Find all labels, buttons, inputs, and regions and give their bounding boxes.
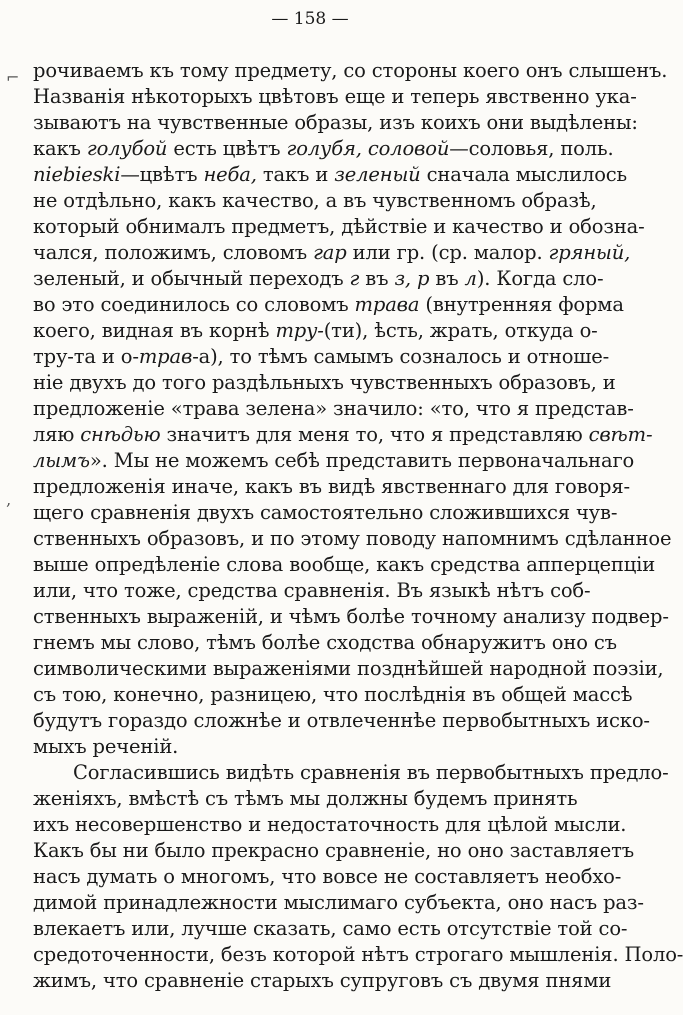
margin-pencil-mark: ⌐	[6, 68, 20, 87]
text-run: или, что тоже, средства сравненія. Въ языкѣ нѣтъ соб-	[33, 579, 591, 602]
text-line	[33, 656, 664, 682]
text-run: въ	[359, 267, 395, 290]
text-run: ніе двухъ до того раздѣльныхъ чувственныхъ образовъ, и	[33, 371, 616, 394]
text-line	[33, 630, 617, 656]
text-line	[33, 890, 644, 916]
italic-term: тру-	[275, 319, 324, 342]
text-line	[33, 734, 569, 760]
text-run: съ тою, конечно, разницею, что послѣднія въ общей массѣ	[33, 683, 633, 706]
text-run: во это соединилось со словомъ	[33, 293, 355, 316]
text-line	[33, 58, 668, 84]
text-line	[33, 552, 656, 578]
italic-term: г	[349, 267, 360, 290]
text-line	[33, 292, 624, 318]
text-run: ихъ несовершенство и недостаточность для цѣлой мысли.	[33, 813, 627, 836]
text-run: димой принадлежности мыслимаго субъекта, оно насъ раз-	[33, 891, 644, 914]
text-run: чался, положимъ, словомъ	[33, 241, 314, 264]
italic-term: лымъ	[33, 449, 90, 472]
text-line	[33, 448, 635, 474]
text-run: влекаетъ или, лучше сказать, само есть отсутствіе той со-	[33, 917, 628, 940]
text-run: жимъ, что сравненіе старыхъ супруговъ съ двумя пнями	[33, 969, 612, 992]
italic-term: снѣдью	[80, 423, 161, 446]
text-line	[33, 864, 622, 890]
text-line	[33, 812, 627, 838]
text-run: (внутренняя форма	[419, 293, 624, 316]
text-run: есть цвѣтъ	[167, 137, 287, 160]
text-line	[33, 344, 610, 370]
text-run: ). Когда сло-	[476, 267, 604, 290]
italic-term: гряный,	[548, 241, 631, 264]
text-run: символическими выраженіями позднѣйшей народной поэзіи,	[33, 657, 664, 680]
text-line	[33, 708, 650, 734]
italic-term: niebieski	[33, 163, 121, 186]
text-run: Согласившись видѣть сравненія въ первобытныхъ предло-	[73, 761, 669, 784]
text-run: ляю	[33, 423, 81, 446]
text-line	[33, 500, 618, 526]
text-line	[33, 942, 683, 968]
text-run: коего, видная въ корнѣ	[33, 319, 276, 342]
text-run: щего сравненія двухъ самостоятельно сложившихся чув-	[33, 501, 618, 524]
text-line	[33, 760, 669, 786]
italic-term: неба,	[203, 163, 257, 186]
italic-term: голубя, соловой	[286, 137, 450, 160]
text-line	[33, 786, 578, 812]
text-line	[33, 136, 614, 162]
italic-term: зеленый	[334, 163, 421, 186]
paragraph-2	[33, 760, 683, 994]
text-run: -а), то тѣмъ самымъ созналось и отноше-	[192, 345, 610, 368]
text-run: (ти), ѣсть, жрать, откуда о-	[323, 319, 598, 342]
text-line	[33, 682, 633, 708]
text-run: ». Мы не можемъ себѣ представить первоначальнаго	[89, 449, 635, 472]
margin-pencil-mark: ‚	[6, 490, 12, 509]
text-run: —соловья, поль.	[449, 137, 614, 160]
italic-term: гар	[313, 241, 347, 264]
text-run: —цвѣтъ	[120, 163, 204, 186]
page-number: — 158 —	[271, 9, 349, 29]
text-line	[33, 604, 669, 630]
text-run: который обнималъ предметъ, дѣйствіе и качество и обозна-	[33, 215, 645, 238]
text-run: будутъ гораздо сложнѣе и отвлеченнѣе первобытныхъ иско-	[33, 709, 650, 732]
text-line	[33, 370, 616, 396]
text-run: какъ	[33, 137, 87, 160]
text-run: гнемъ мы слово, тѣмъ болѣе сходства обнаружитъ оно съ	[33, 631, 617, 654]
text-run: выше опредѣленіе слова вообще, какъ средства апперцепціи	[33, 553, 656, 576]
text-line	[33, 110, 638, 136]
text-run: предложеніе «трава зелена» значило: «то, что я представ-	[33, 397, 634, 420]
text-line	[33, 162, 628, 188]
text-run: женіяхъ, вмѣстѣ съ тѣмъ мы должны будемъ принять	[33, 787, 578, 810]
text-run: мыхъ реченій.	[33, 735, 179, 758]
text-line	[33, 214, 645, 240]
text-line	[33, 266, 604, 292]
text-line	[33, 474, 630, 500]
italic-term: свѣт-	[588, 423, 653, 446]
text-line	[33, 526, 672, 552]
text-line	[33, 968, 612, 994]
text-line	[33, 84, 637, 110]
text-run: въ	[429, 267, 465, 290]
text-run: ственныхъ выраженій, и чѣмъ болѣе точному анализу подвер-	[33, 605, 669, 628]
text-run: или гр. (ср. малор.	[346, 241, 549, 264]
text-run: зываютъ на чувственные образы, изъ коихъ они выдѣлены:	[33, 111, 638, 134]
text-line	[33, 422, 653, 448]
text-run: Какъ бы ни было прекрасно сравненіе, но оно заставляетъ	[33, 839, 634, 862]
text-line	[33, 188, 597, 214]
italic-term: голубой	[86, 137, 168, 160]
text-line	[33, 318, 598, 344]
text-run: средоточенности, безъ которой нѣтъ строгаго мышленія. Поло-	[33, 943, 683, 966]
text-run: такъ и	[256, 163, 335, 186]
text-run: зеленый, и обычный переходъ	[33, 267, 350, 290]
text-line	[33, 240, 631, 266]
text-run: насъ думать о многомъ, что вовсе не составляетъ необхо-	[33, 865, 622, 888]
paragraph-1	[33, 58, 672, 760]
italic-term: л	[464, 267, 477, 290]
italic-term: з, р	[394, 267, 430, 290]
text-line	[33, 838, 634, 864]
text-run: ственныхъ образовъ, и по этому поводу напомнимъ сдѣланное	[33, 527, 672, 550]
text-line	[33, 396, 634, 422]
text-run: предложенія иначе, какъ въ видѣ явственнаго для говоря-	[33, 475, 630, 498]
text-run: не отдѣльно, какъ качество, а въ чувственномъ образѣ,	[33, 189, 597, 212]
text-run: значитъ для меня то, что я представляю	[160, 423, 589, 446]
text-run: сначала мыслилось	[420, 163, 628, 186]
text-run: Названія нѣкоторыхъ цвѣтовъ еще и теперь явственно ука-	[33, 85, 637, 108]
italic-term: трава	[354, 293, 420, 316]
text-run: тру-та и о-	[33, 345, 139, 368]
body-text	[33, 58, 683, 994]
text-run: рочиваемъ къ тому предмету, со стороны коего онъ слышенъ.	[33, 59, 668, 82]
text-line	[33, 578, 591, 604]
text-line	[33, 916, 628, 942]
italic-term: трав	[138, 345, 193, 368]
